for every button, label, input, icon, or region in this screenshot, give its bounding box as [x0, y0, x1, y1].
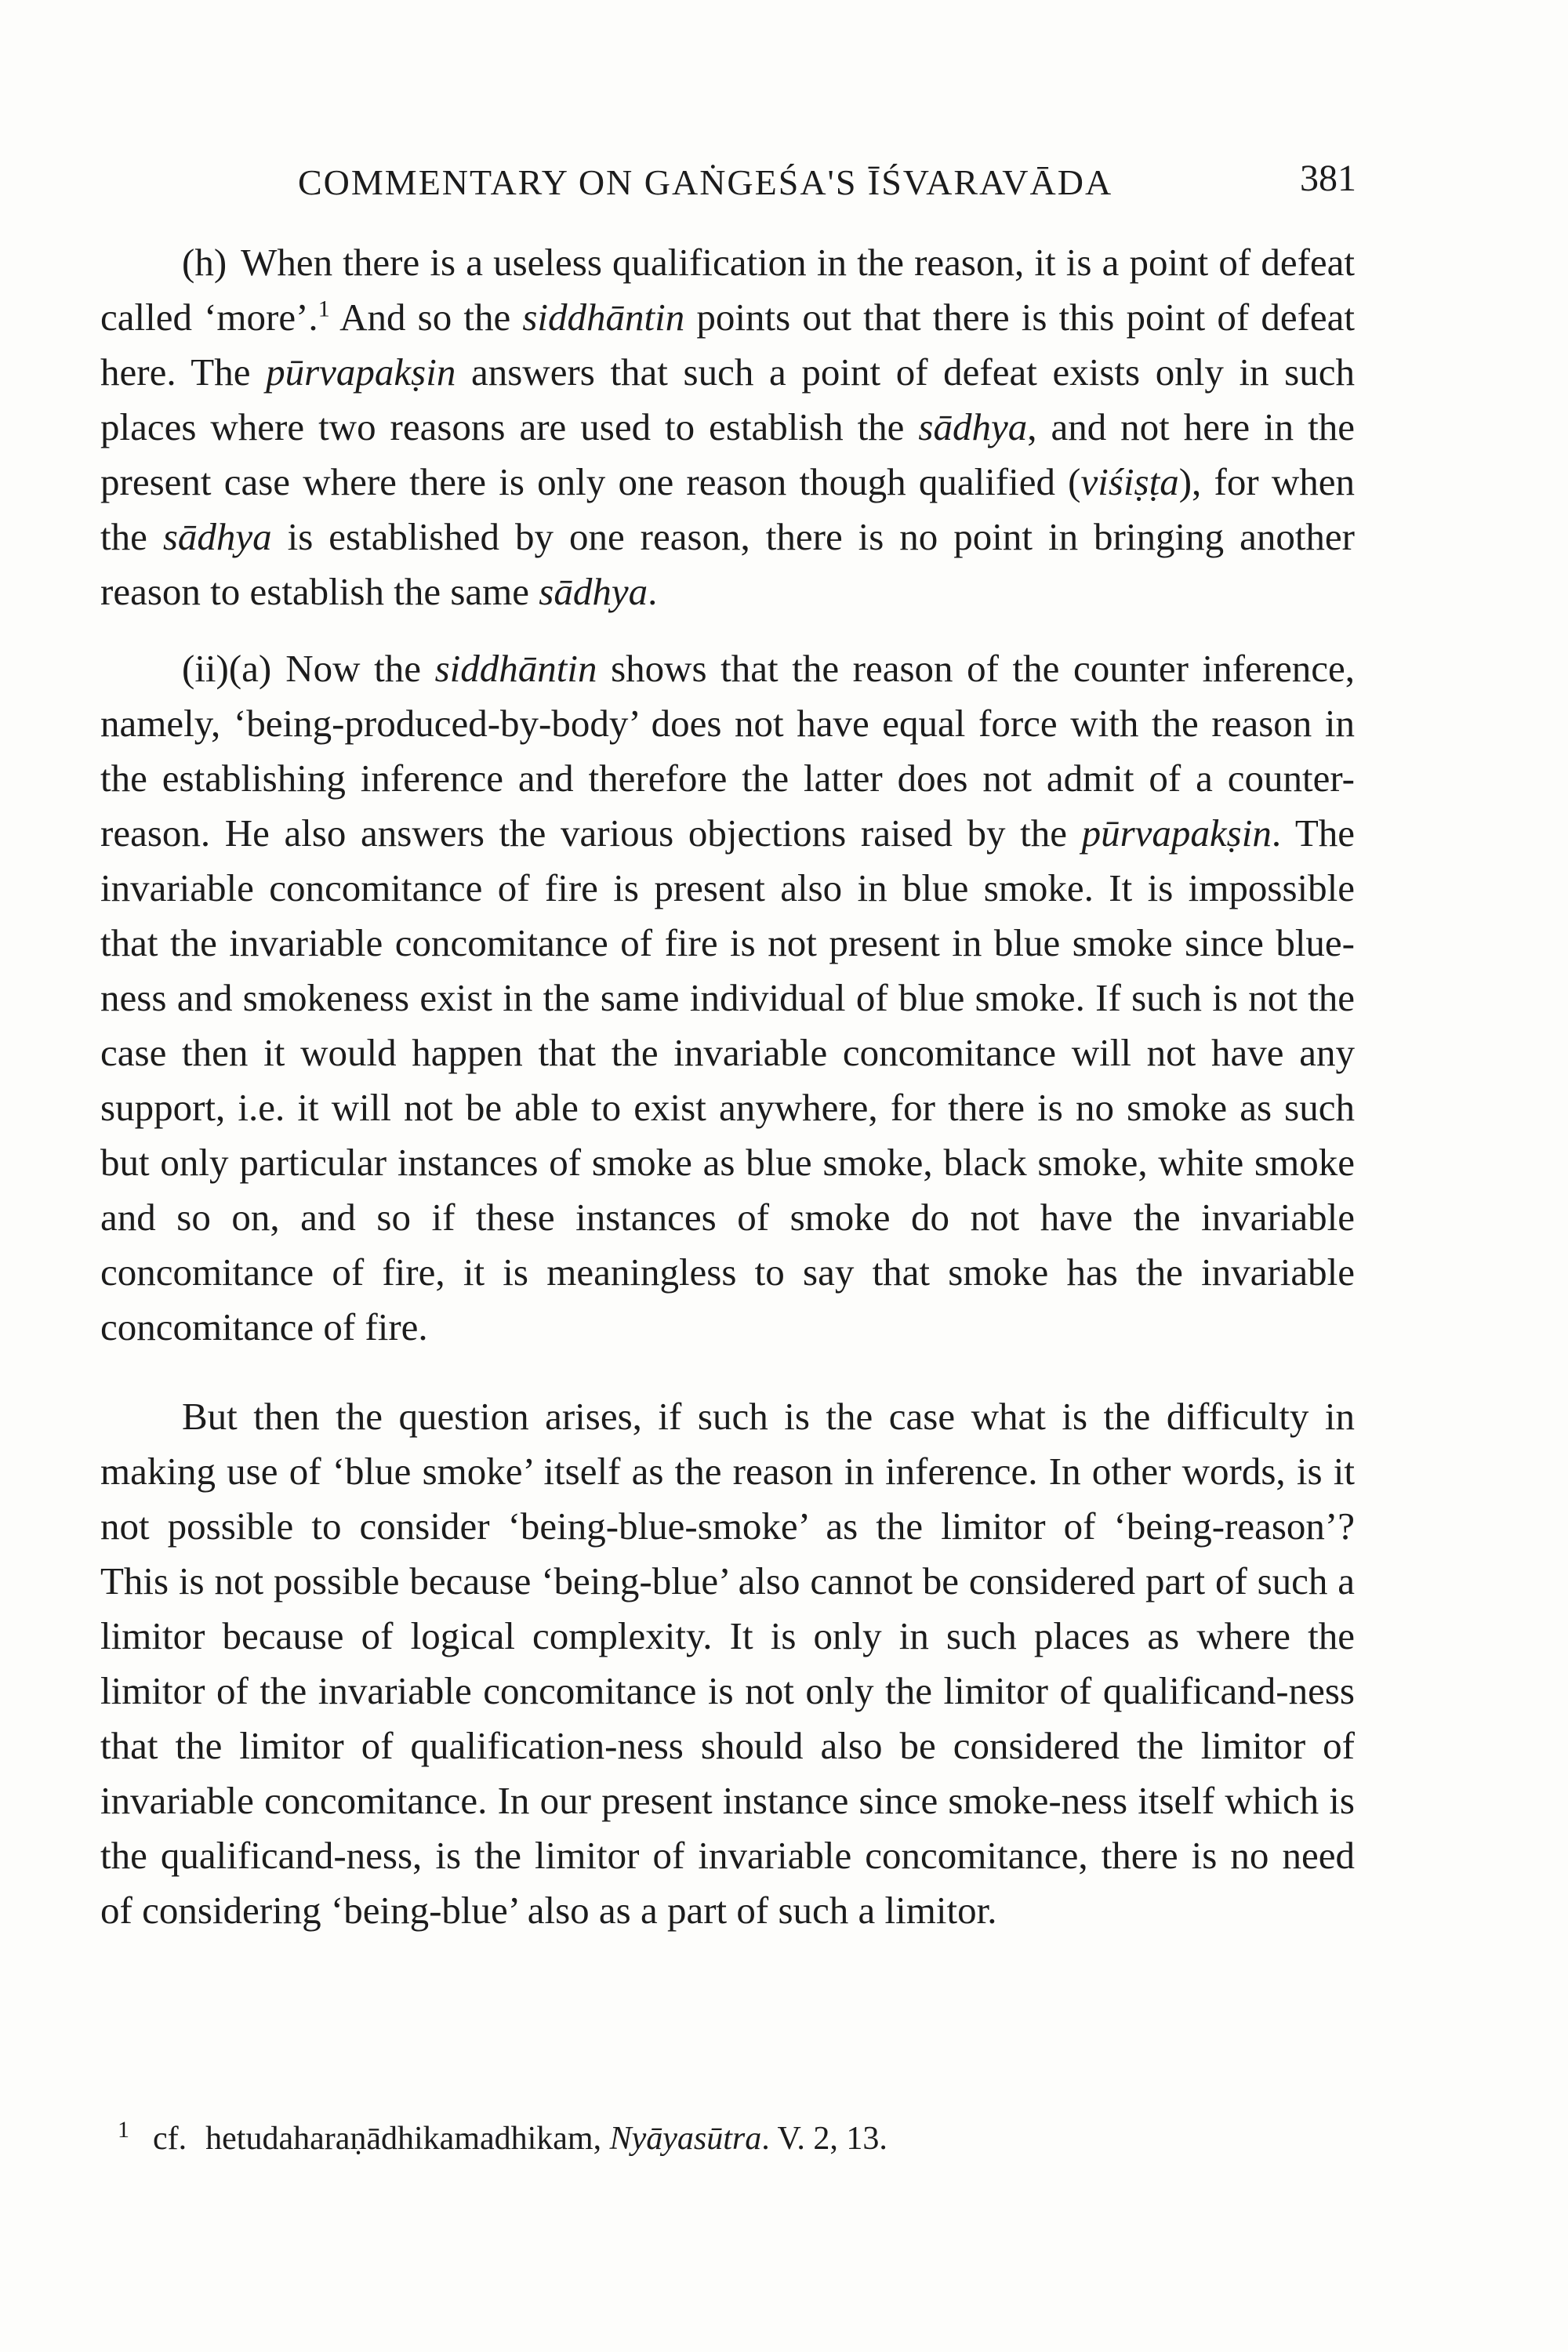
running-title: COMMENTARY ON GAṄGEŚA'S ĪŚVARAVĀDA: [298, 162, 1113, 202]
paragraph-blue-smoke: But then the question arises, if such is the case what is the difficulty in making use of ‘blue smoke’ itself as the reason in inference. In other words, is it not possible to consider ‘being-blue-smoke’ as the limitor of ‘being-reason’? This is not possible because ‘being-blue’ also cannot be considered part of such a limitor because of logical complexity. It is only in such places as where the limitor of the invariable concomitance is not only the limitor of qualificand-ness that the limitor of qualification-ness should also be considered the limitor of invariable concomitance. In our present instance since smoke-ness itself which is the qualificand-ness, is the limitor of invariable concomitance, there is no need of considering ‘being-blue’ also as a part of such a limitor.: [100, 1395, 1355, 1932]
text-run: And so the: [329, 296, 523, 339]
term-purvapaksin: pūrvapakṣin: [1081, 811, 1272, 855]
term-sadhya: sādhya: [162, 515, 272, 558]
paragraph-marker: (h): [182, 241, 227, 284]
footnote-text: hetudaharaṇādhikamadhikam,: [205, 2121, 610, 2157]
term-purvapaksin: pūrvapakṣin: [266, 350, 456, 394]
text-run: . The invariable concomitance of fire is present also in blue smoke. It is impossible that the invariable concomitance of fire is not present in blue smoke since blue-ness and smokeness exist in the same individual of blue smoke. If such is not the case then it would happen that the invariable concomitance will not have any support, i.e. it will not be able to exist anywhere, for there is no smoke as such but only particular instances of smoke as blue smoke, black smoke, white smoke and so on, and so if these instances of smoke do not have the invariable concomitance of fire, it is meaningless to say that smoke has the invariable concomitance of fire.: [100, 811, 1356, 1348]
running-head: [298, 157, 1356, 212]
text-run: points out that there is this point of defeat here. The: [100, 296, 1355, 394]
term-sadhya: sādhya: [918, 405, 1028, 448]
footnote-cf: cf.: [153, 2121, 187, 2157]
paragraph-marker: (ii)(a): [182, 647, 272, 690]
text-run: When there is a useless qualification in the reason, it is a point of defeat called ‘more’.: [100, 241, 1355, 339]
text-run: answers that such a point of defeat exists only in such places where two reasons are used to establish the: [100, 350, 1355, 448]
text-run: ), for when the: [100, 460, 1355, 558]
text-run: , and not here in the present case where there is only one reason though qualified (: [100, 405, 1355, 503]
term-siddhantin: siddhāntin: [434, 647, 597, 690]
body-text: [100, 235, 1355, 1938]
footnote: [118, 2117, 1294, 2161]
footnote-source: Nyāyasūtra: [609, 2121, 762, 2157]
paragraph-ii-a: [100, 641, 1355, 1355]
text-run: Now the: [285, 647, 435, 690]
page-number: 381: [1300, 158, 1356, 199]
term-siddhantin: siddhāntin: [522, 296, 685, 339]
paragraph-h: [100, 235, 1355, 619]
footnote-ref: . V. 2, 13.: [761, 2121, 887, 2157]
term-sadhya: sādhya: [539, 570, 648, 613]
footnote-reference: 1: [318, 296, 330, 322]
term-visista: viśiṣṭa: [1080, 460, 1179, 503]
text-run: shows that the reason of the counter inference, namely, ‘being-produced-by-body’ does not have equal force with the reason in the establishing inference and therefore the latter does not admit of a counter-reason. He also answers the various objections raised by the: [100, 647, 1355, 855]
footnote-mark: 1: [118, 2117, 129, 2143]
text-run: .: [648, 570, 658, 613]
text-run: is established by one reason, there is no point in bringing another reason to establish the same: [100, 515, 1355, 613]
